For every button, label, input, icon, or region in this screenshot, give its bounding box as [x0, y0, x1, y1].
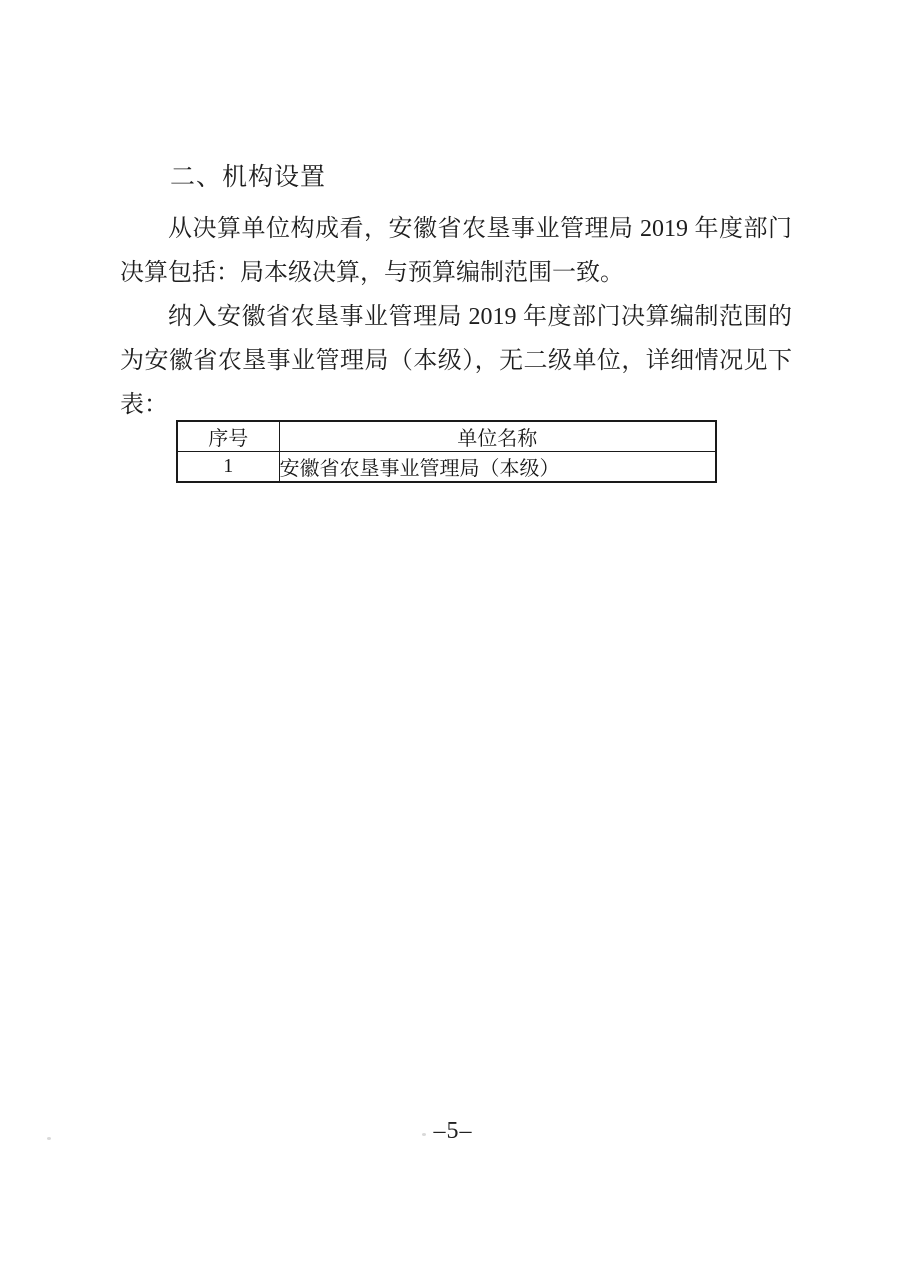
unit-list-table: [176, 420, 717, 483]
page-number: –5–: [433, 1118, 473, 1144]
paragraph-2-line-1: 纳入安徽省农垦事业管理局 2019 年度部门决算编制范围的: [168, 304, 792, 330]
section-heading: 二、机构设置: [170, 164, 327, 191]
paragraph-1-line-2: 决算包括：局本级决算，与预算编制范围一致。: [120, 260, 624, 286]
paragraph-2: [120, 295, 792, 427]
scan-speckle: [47, 1137, 51, 1140]
scan-speckle: [422, 1133, 426, 1136]
paragraph-2-line-3: 表：: [120, 392, 168, 418]
table-row: [177, 452, 716, 483]
table-cell-seq: 1: [177, 452, 279, 483]
table-header-row: [177, 421, 716, 452]
table-header-unit-name: 单位名称: [279, 421, 716, 452]
paragraph-2-line-2: 为安徽省农垦事业管理局（本级），无二级单位，详细情况见下: [120, 348, 792, 374]
paragraph-1-line-1: 从决算单位构成看，安徽省农垦事业管理局 2019 年度部门: [168, 216, 792, 242]
paragraph-1: [120, 207, 792, 295]
table-cell-unit-name: 安徽省农垦事业管理局（本级）: [279, 452, 716, 483]
table-header-seq: 序号: [177, 421, 279, 452]
